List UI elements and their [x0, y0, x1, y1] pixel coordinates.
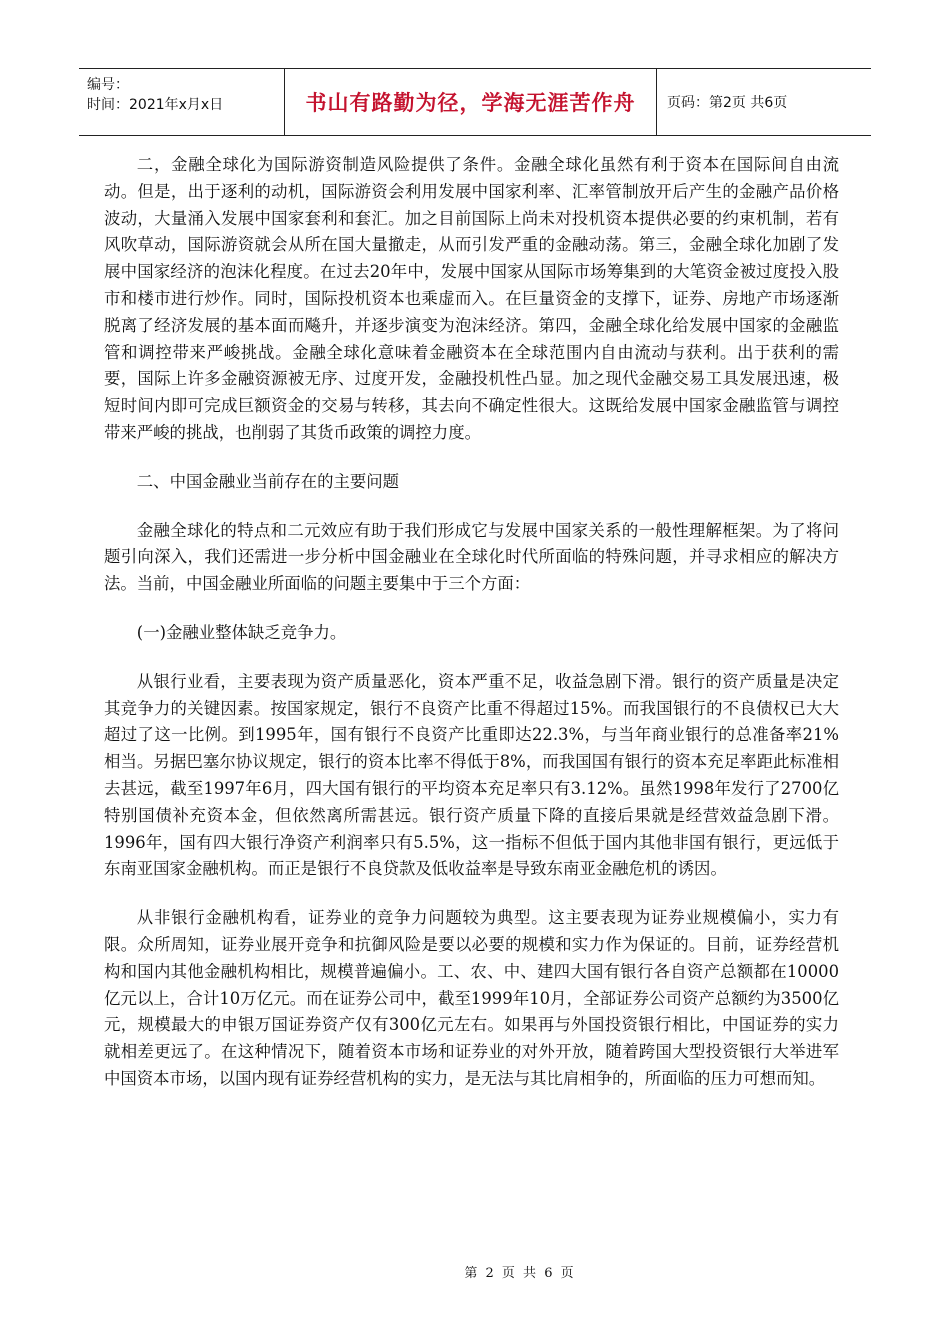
header-info-cell: [79, 69, 285, 135]
paragraph-securities: 从非银行金融机构看，证券业的竞争力问题较为典型。这主要表现为证券业规模偏小，实力有限。众所周知，证券业展开竞争和抗御风险是要以必要的规模和实力作为保证的。目前，证券经营机构和国内其他金融机构相比，规模普遍偏小。工、农、中、建四大国有银行各自资产总额都在10000亿元以上，合计10万亿元。而在证券公司中，截至1999年10月，全部证券公司资产总额约为3500亿元，规模最大的申银万国证券资产仅有300亿元左右。如果再与外国投资银行相比，中国证券的实力就相差更远了。在这种情况下，随着资本市场和证券业的对外开放，随着跨国大型投资银行大举进军中国资本市场，以国内现有证券经营机构的实力，是无法与其比肩相争的，所面临的压力可想而知。: [104, 908, 839, 1088]
document-header: [79, 68, 871, 136]
page-code: 页码：第2页 共6页: [667, 95, 788, 111]
paragraph-financial-globalization-risks: 二，金融全球化为国际游资制造风险提供了条件。金融全球化虽然有利于资本在国际间自由流动。但是，出于逐利的动机，国际游资会利用发展中国家利率、汇率管制放开后产生的金融产品价格波动，大量涌入发展中国家套利和套汇。加之目前国际上尚未对投机资本提供必要的约束机制，若有风吹草动，国际游资就会从所在国大量撤走，从而引发严重的金融动荡。第三，金融全球化加剧了发展中国家经济的泡沫化程度。在过去20年中，发展中国家从国际市场筹集到的大笔资金被过度投入股市和楼市进行炒作。同时，国际投机资本也乘虚而入。在巨量资金的支撑下，证券、房地产市场逐渐脱离了经济发展的基本面而飚升，并逐步演变为泡沫经济。第四，金融全球化给发展中国家的金融监管和调控带来严峻挑战。金融全球化意味着金融资本在全球范围内自由流动与获利。出于获利的需要，国际上许多金融资源被无序、过度开发，金融投机性凸显。加之现代金融交易工具发展迅速，极短时间内即可完成巨额资金的交易与转移，其去向不确定性很大。这既给发展中国家金融监管与调控带来严峻的挑战，也削弱了其货币政策的调控力度。: [104, 155, 839, 442]
paragraph-intro-problems: 金融全球化的特点和二元效应有助于我们形成它与发展中国家关系的一般性理解框架。为了将问题引向深入，我们还需进一步分析中国金融业在全球化时代所面临的特殊问题，并寻求相应的解决方法。当前，中国金融业所面临的问题主要集中于三个方面：: [104, 520, 839, 594]
document-body: [104, 152, 839, 1093]
motto-text: 书山有路勤为径，学海无涯苦作舟: [305, 91, 636, 115]
subsection-heading: (一)金融业整体缺乏竞争力。: [136, 622, 347, 642]
header-motto-cell: [285, 69, 657, 135]
number-label: 编号：: [87, 77, 129, 93]
date-line: 时间：2021年x月x日: [87, 97, 224, 113]
page-footer: 第 2 页 共 6 页: [464, 1266, 576, 1281]
paragraph-banking: 从银行业看，主要表现为资产质量恶化，资本严重不足，收益急剧下滑。银行的资产质量是决定其竞争力的关键因素。按国家规定，银行不良资产比重不得超过15%。而我国银行的不良债权已大大超过了这一比例。到1995年，国有银行不良资产比重即达22.3%，与当年商业银行的总准备率21%相当。另据巴塞尔协议规定，银行的资本比率不得低于8%，而我国国有银行的资本充足率距此标准相去甚远，截至1997年6月，四大国有银行的平均资本充足率只有3.12%。虽然1998年发行了2700亿特别国债补充资本金，但依然离所需甚远。银行资产质量下降的直接后果就是经营效益急剧下滑。1996年，国有四大银行净资产利润率只有5.5%，这一指标不但低于国内其他非国有银行，更远低于东南亚国家金融机构。而正是银行不良贷款及低收益率是导致东南亚金融危机的诱因。: [104, 671, 839, 879]
header-page-cell: [657, 69, 871, 135]
section-heading: 二、中国金融业当前存在的主要问题: [136, 471, 400, 491]
